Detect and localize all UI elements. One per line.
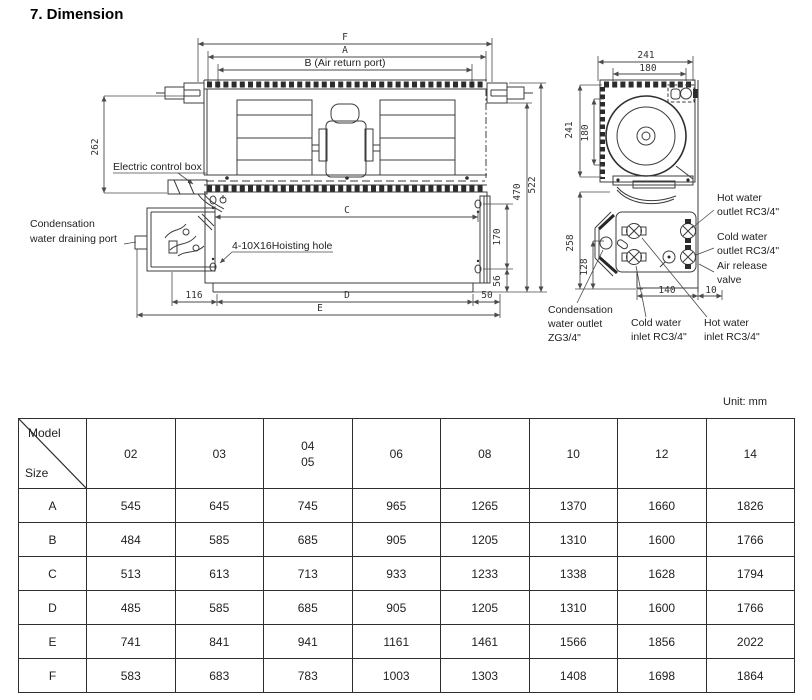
svg-text:Cold water: Cold water bbox=[717, 231, 768, 243]
table-cell: 1408 bbox=[529, 659, 618, 693]
table-cell: 1794 bbox=[706, 557, 795, 591]
mid-plate bbox=[204, 175, 487, 192]
dim-140 bbox=[637, 285, 698, 300]
column-header: 02 bbox=[87, 419, 176, 489]
svg-text:50: 50 bbox=[481, 290, 493, 301]
dim-side-top-180 bbox=[613, 63, 686, 81]
dim-128 bbox=[579, 241, 604, 289]
cold-water-inlet-port bbox=[622, 250, 646, 265]
dim-10 bbox=[698, 285, 722, 300]
column-header: 12 bbox=[618, 419, 707, 489]
svg-text:B (Air return port): B (Air return port) bbox=[304, 57, 386, 69]
table-cell: 1310 bbox=[529, 523, 618, 557]
row-label: C bbox=[19, 557, 87, 591]
table-cell: 645 bbox=[175, 489, 264, 523]
dim-C bbox=[215, 205, 478, 222]
table-cell: 583 bbox=[87, 659, 176, 693]
hanger-bracket-left bbox=[156, 83, 204, 103]
svg-text:241: 241 bbox=[637, 50, 655, 61]
table-header-row bbox=[19, 419, 795, 489]
column-header: 14 bbox=[706, 419, 795, 489]
table-cell: 1856 bbox=[618, 625, 707, 659]
table-cell: 1698 bbox=[618, 659, 707, 693]
svg-text:140: 140 bbox=[658, 285, 676, 296]
svg-text:Air release: Air release bbox=[717, 260, 768, 272]
column-header: 10 bbox=[529, 419, 618, 489]
table-cell: 1826 bbox=[706, 489, 795, 523]
column-header: 03 bbox=[175, 419, 264, 489]
column-header bbox=[264, 419, 353, 489]
table-cell: 1161 bbox=[352, 625, 441, 659]
svg-text:inlet RC3/4": inlet RC3/4" bbox=[631, 331, 687, 343]
table-row bbox=[19, 523, 795, 557]
row-label: A bbox=[19, 489, 87, 523]
table-cell: 905 bbox=[352, 523, 441, 557]
table-cell: 545 bbox=[87, 489, 176, 523]
table-cell: 1233 bbox=[441, 557, 530, 591]
cold-water-outlet-port bbox=[681, 245, 696, 269]
table-cell: 1461 bbox=[441, 625, 530, 659]
table-cell: 783 bbox=[264, 659, 353, 693]
table-cell: 1766 bbox=[706, 591, 795, 625]
table-row bbox=[19, 489, 795, 523]
table-cell: 1303 bbox=[441, 659, 530, 693]
table-cell: 741 bbox=[87, 625, 176, 659]
table-cell: 713 bbox=[264, 557, 353, 591]
dim-56 bbox=[492, 269, 507, 292]
svg-text:Cold water: Cold water bbox=[631, 317, 682, 329]
table-row bbox=[19, 557, 795, 591]
svg-text:258: 258 bbox=[565, 234, 576, 252]
svg-text:C: C bbox=[344, 205, 350, 216]
svg-text:262: 262 bbox=[90, 138, 101, 156]
svg-text:ZG3/4": ZG3/4" bbox=[548, 332, 581, 344]
fan-scroll bbox=[606, 96, 693, 179]
fan-motor bbox=[312, 104, 380, 177]
table-cell: 1205 bbox=[441, 591, 530, 625]
svg-text:water draining port: water draining port bbox=[30, 233, 117, 245]
svg-text:D: D bbox=[344, 290, 350, 301]
dimension-table bbox=[18, 418, 795, 693]
table-cell: 1628 bbox=[618, 557, 707, 591]
table-cell: 585 bbox=[175, 523, 264, 557]
column-header-line: 04 bbox=[301, 438, 315, 453]
table-corner-cell bbox=[19, 419, 87, 489]
page-title: 7. Dimension bbox=[30, 6, 124, 23]
side-view-drawing bbox=[547, 50, 779, 344]
blower-right bbox=[380, 100, 455, 175]
row-label: F bbox=[19, 659, 87, 693]
svg-text:170: 170 bbox=[492, 228, 503, 246]
table-cell: 1600 bbox=[618, 523, 707, 557]
table-cell: 513 bbox=[87, 557, 176, 591]
svg-text:56: 56 bbox=[492, 275, 503, 287]
table-cell: 1338 bbox=[529, 557, 618, 591]
dim-50 bbox=[473, 290, 500, 318]
table-cell: 485 bbox=[87, 591, 176, 625]
hoisting-hole-label bbox=[220, 240, 333, 263]
table-cell: 1003 bbox=[352, 659, 441, 693]
row-label: B bbox=[19, 523, 87, 557]
column-header-line: 05 bbox=[301, 454, 315, 469]
svg-text:inlet RC3/4": inlet RC3/4" bbox=[704, 331, 760, 343]
cold-water-outlet-label bbox=[696, 231, 779, 257]
unit-label: Unit: mm bbox=[723, 396, 767, 408]
table-cell: 905 bbox=[352, 591, 441, 625]
dim-258 bbox=[565, 192, 643, 289]
table-cell: 745 bbox=[264, 489, 353, 523]
table-cell: 941 bbox=[264, 625, 353, 659]
column-header: 08 bbox=[441, 419, 530, 489]
svg-text:water outlet: water outlet bbox=[548, 318, 603, 330]
table-cell: 685 bbox=[264, 591, 353, 625]
svg-text:valve: valve bbox=[717, 274, 742, 286]
table-cell: 1766 bbox=[706, 523, 795, 557]
table-cell: 1205 bbox=[441, 523, 530, 557]
dim-116 bbox=[172, 272, 217, 306]
hanger-bracket-right bbox=[487, 83, 533, 103]
table-cell: 1566 bbox=[529, 625, 618, 659]
svg-text:522: 522 bbox=[527, 176, 538, 194]
svg-text:128: 128 bbox=[579, 258, 590, 276]
svg-text:Condensation: Condensation bbox=[548, 304, 613, 316]
casing-body bbox=[204, 80, 486, 178]
svg-text:241: 241 bbox=[564, 121, 575, 139]
table-cell: 1310 bbox=[529, 591, 618, 625]
dim-B-air-return bbox=[218, 57, 472, 88]
row-label: E bbox=[19, 625, 87, 659]
svg-text:E: E bbox=[317, 303, 323, 314]
drain-pan bbox=[595, 212, 629, 276]
front-view-drawing bbox=[29, 32, 547, 318]
table-row bbox=[19, 591, 795, 625]
svg-text:Hot water: Hot water bbox=[704, 317, 749, 329]
table-cell: 484 bbox=[87, 523, 176, 557]
hot-water-inlet-port bbox=[622, 224, 646, 239]
svg-text:Condensation: Condensation bbox=[30, 218, 95, 230]
corner-label-size: Size bbox=[25, 466, 49, 480]
table-cell: 933 bbox=[352, 557, 441, 591]
svg-text:180: 180 bbox=[639, 63, 657, 74]
table-cell: 685 bbox=[264, 523, 353, 557]
row-label: D bbox=[19, 591, 87, 625]
table-row bbox=[19, 625, 795, 659]
svg-text:Electric control box: Electric control box bbox=[113, 161, 202, 173]
mounting-plate bbox=[613, 176, 693, 204]
table-cell: 585 bbox=[175, 591, 264, 625]
table-cell: 841 bbox=[175, 625, 264, 659]
svg-text:4-10X16Hoisting hole: 4-10X16Hoisting hole bbox=[232, 240, 333, 252]
table-cell: 683 bbox=[175, 659, 264, 693]
table-cell: 1660 bbox=[618, 489, 707, 523]
table-cell: 1864 bbox=[706, 659, 795, 693]
corner-label-model: Model bbox=[28, 426, 61, 440]
top-flange bbox=[204, 80, 487, 89]
svg-text:Hot water: Hot water bbox=[717, 192, 762, 204]
svg-text:470: 470 bbox=[512, 183, 523, 201]
svg-text:180: 180 bbox=[580, 124, 591, 142]
table-cell: 1600 bbox=[618, 591, 707, 625]
svg-text:F: F bbox=[342, 32, 348, 43]
dim-262 bbox=[90, 96, 184, 193]
table-cell: 1265 bbox=[441, 489, 530, 523]
hot-water-outlet-port bbox=[681, 219, 696, 243]
table-cell: 1370 bbox=[529, 489, 618, 523]
condensation-drain-port bbox=[29, 218, 147, 249]
svg-text:10: 10 bbox=[705, 285, 717, 296]
table-row bbox=[19, 659, 795, 693]
capacitor-box bbox=[668, 85, 698, 102]
air-release-valve-label bbox=[699, 260, 767, 286]
water-port-fittings bbox=[622, 219, 696, 269]
table-cell: 965 bbox=[352, 489, 441, 523]
svg-text:A: A bbox=[342, 45, 348, 56]
hot-water-outlet-label bbox=[692, 192, 779, 228]
air-release-valve-part bbox=[660, 251, 675, 267]
cold-water-inlet-label bbox=[631, 266, 687, 343]
table-cell: 2022 bbox=[706, 625, 795, 659]
table-cell: 613 bbox=[175, 557, 264, 591]
blower-left bbox=[237, 100, 312, 175]
column-header: 06 bbox=[352, 419, 441, 489]
svg-text:outlet RC3/4": outlet RC3/4" bbox=[717, 245, 780, 257]
svg-text:outlet RC3/4": outlet RC3/4" bbox=[717, 206, 780, 218]
svg-text:116: 116 bbox=[185, 290, 203, 301]
